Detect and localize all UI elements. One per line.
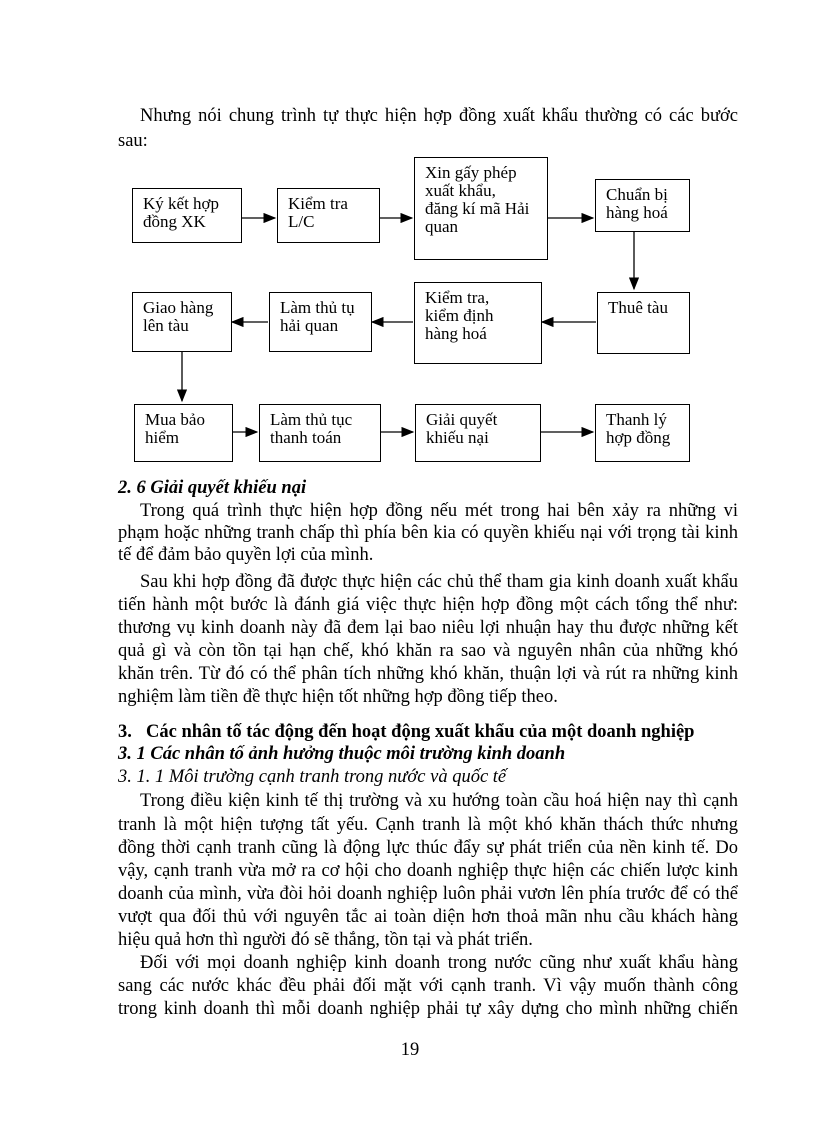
section-heading-3-1-1: 3. 1. 1 Môi trường cạnh tranh trong nước và quốc tế: [118, 767, 507, 787]
paragraph-line: tế để đảm bảo quyền lợi của mình.: [118, 545, 374, 565]
flow-box-label: Thanh lý hợp đồng: [606, 410, 671, 447]
flow-box-prepare-goods: [595, 179, 690, 232]
paragraph-line: sang các nước khác đều phải đối mặt với cạnh tranh. Vì vậy muốn thành công: [118, 976, 738, 996]
flow-box-inspect-goods: [414, 282, 542, 364]
paragraph-line: quả gì và còn tồn tại hạn chế, khó khăn ra sao và nguyên nhân của những khó: [118, 641, 738, 661]
flow-box-complaints: [415, 404, 541, 462]
flow-box-label: Ký kết hợp đồng XK: [143, 194, 220, 231]
paragraph-line: Sau khi hợp đồng đã được thực hiện các chủ thể tham gia kinh doanh xuất khẩu: [140, 572, 738, 592]
flow-box-liquidate-contract: [595, 404, 690, 462]
flow-box-check-lc: [277, 188, 380, 243]
paragraph-line: doanh của mình, vừa đòi hỏi doanh nghiệp luôn phải vươn lên phía trước để có thể: [118, 884, 738, 904]
flow-box-deliver-ship: [132, 292, 232, 352]
flow-box-label: Thuê tàu: [608, 298, 668, 317]
page-number: 19: [400, 1040, 420, 1060]
paragraph-line: thương vụ kinh doanh này đã đem lại bao niêu lợi nhuận hay thu được những kết: [118, 618, 738, 638]
flow-box-label: Làm thủ tụ hải quan: [280, 298, 355, 335]
flow-box-customs: [269, 292, 372, 352]
flow-box-label: Làm thủ tục thanh toán: [270, 410, 353, 447]
paragraph-line: phạm hoặc những tranh chấp thì phía bên kia có quyền khiếu nại với trọng tài kinh: [118, 523, 738, 543]
flow-box-insurance: [134, 404, 233, 462]
paragraph-line: vậy, cạnh tranh vừa mở ra cơ hội cho doanh nghiệp thực hiện các chiến lược kinh: [118, 861, 738, 881]
paragraph-line: Đối với mọi doanh nghiệp kinh doanh trong nước cũng như xuất khẩu hàng: [140, 953, 738, 973]
paragraph-line: tranh là một hiện tượng tất yếu. Cạnh tranh là một khó khăn thách thức nhưng: [118, 815, 738, 835]
flow-box-label: Chuẩn bị hàng hoá: [606, 185, 668, 222]
intro-line-1: Nhưng nói chung trình tự thực hiện hợp đồng xuất khẩu thường có các bước: [140, 106, 738, 126]
flow-box-label: Kiểm tra L/C: [288, 194, 348, 231]
flow-box-charter-ship: [597, 292, 690, 354]
flow-box-payment: [259, 404, 381, 462]
process-flowchart: [0, 0, 816, 480]
paragraph-line: Trong điều kiện kinh tế thị trường và xu hướng toàn cầu hoá hiện nay thì cạnh: [140, 791, 738, 811]
flow-box-label: Giải quyết khiếu nại: [426, 410, 498, 447]
flow-box-export-license: [414, 157, 548, 260]
section-heading-2-6: 2. 6 Giải quyết khiếu nại: [118, 478, 307, 498]
paragraph-line: trong kinh doanh thì mỗi doanh nghiệp phải tự xây dựng cho mình những chiến: [118, 999, 738, 1019]
paragraph-line: đồng thời cạnh tranh cũng là động lực thúc đẩy sự phát triển của nền kinh tế. Do: [118, 838, 738, 858]
flow-box-label: Kiểm tra, kiểm định hàng hoá: [425, 288, 494, 343]
paragraph-line: hiệu quả hơn thì người đó sẽ thắng, tồn tại và phát triển.: [118, 930, 533, 950]
flow-box-label: Xin gấy phép xuất khẩu, đăng kí mã Hải quan: [425, 163, 530, 236]
flow-box-label: Giao hàng lên tàu: [143, 298, 214, 335]
paragraph-line: Trong quá trình thực hiện hợp đồng nếu mét trong hai bên xảy ra những vi: [140, 501, 738, 521]
section-heading-3: Các nhân tố tác động đến hoạt động xuất khẩu của một doanh nghiệp: [146, 722, 695, 742]
intro-line-2: sau:: [118, 131, 148, 151]
section-heading-3-number: 3.: [118, 722, 132, 742]
paragraph-line: vượt qua đối thủ với nguyên tắc ai toàn diện hơn thoả mãn nhu cầu khách hàng: [118, 907, 738, 927]
paragraph-line: khăn trên. Từ đó có thể phân tích những khó khăn, thuận lợi và rút ra những kinh: [118, 664, 738, 684]
section-heading-3-1: 3. 1 Các nhân tố ảnh hưởng thuộc môi trường kinh doanh: [118, 744, 566, 764]
paragraph-line: tiến hành một bước là đánh giá việc thực hiện hợp đồng một cách tổng thể như:: [118, 595, 738, 615]
paragraph-line: nghiệm làm tiền đề thực hiện tốt những hợp đồng tiếp theo.: [118, 687, 558, 707]
flow-box-label: Mua bảo hiểm: [145, 410, 205, 447]
flow-box-sign-contract: [132, 188, 242, 243]
